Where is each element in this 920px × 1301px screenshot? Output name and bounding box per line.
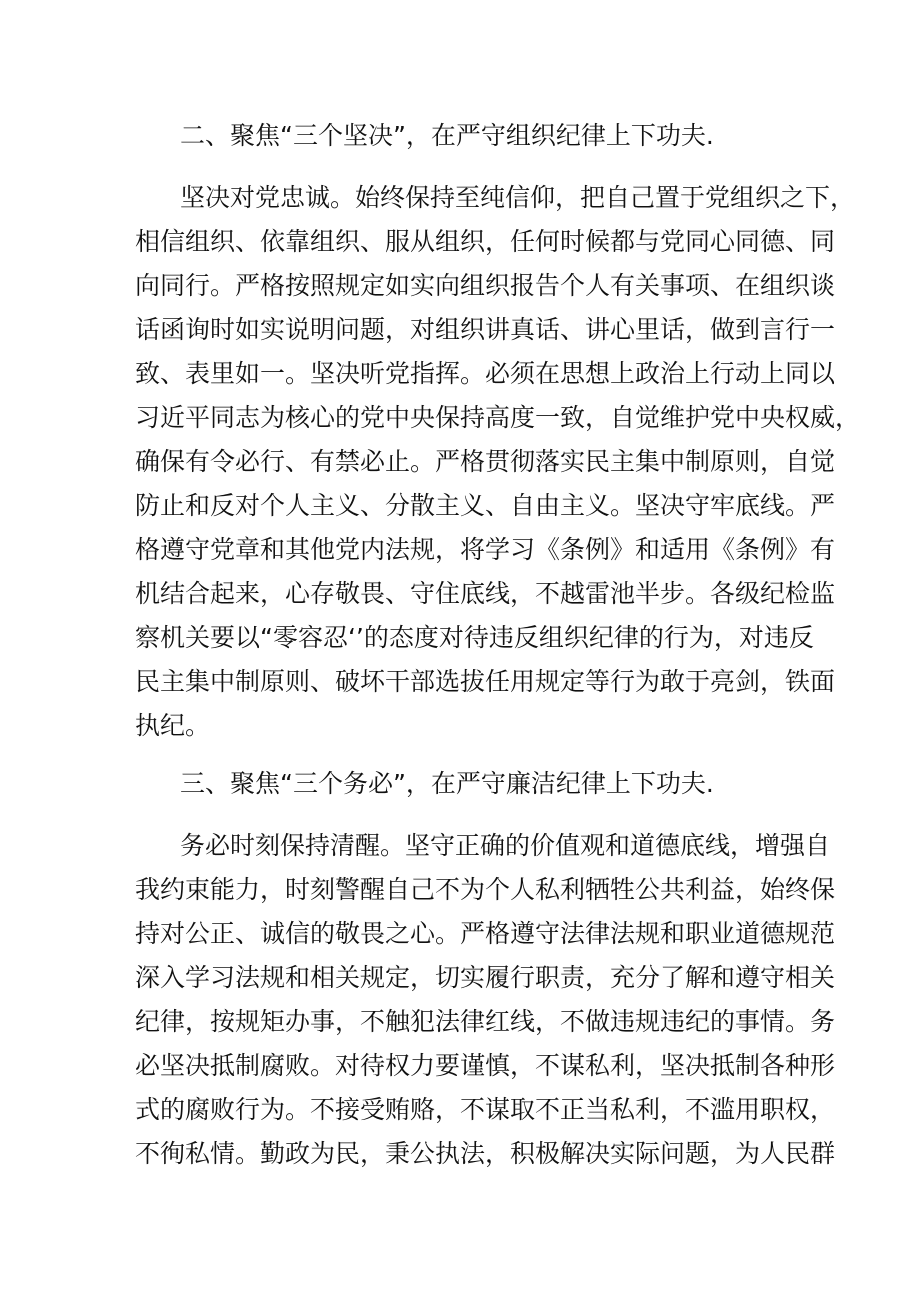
paragraph-1-line: 格遵守党章和其他党内法规，将学习《条例》和适用《条例》有 <box>135 535 836 564</box>
section-heading-3: 三、聚焦“三个务必”，在严守廉洁纪律上下功夫. <box>180 769 714 798</box>
paragraph-2-line: 纪律，按规矩办事，不触犯法律红线，不做违规违纪的事情。务 <box>135 1007 836 1036</box>
paragraph-2-line: 式的腐败行为。不接受贿赂，不谋取不正当私利，不滥用职权， <box>135 1095 836 1124</box>
paragraph-1-line: 习近平同志为核心的党中央保持高度一致，自觉维护党中央权威， <box>135 403 861 432</box>
paragraph-1-line: 向同行。严格按照规定如实向组织报告个人有关事项、在组织谈 <box>135 271 836 300</box>
paragraph-1-line: 话函询时如实说明问题，对组织讲真话、讲心里话，做到言行一 <box>135 315 836 344</box>
paragraph-2-line: 深入学习法规和相关规定，切实履行职责，充分了解和遵守相关 <box>135 963 836 992</box>
paragraph-1-line: 民主集中制原则、破坏干部选拔任用规定等行为敢于亮剑，铁面 <box>135 667 836 696</box>
section-heading-2: 二、聚焦“三个坚决”，在严守组织纪律上下功夫. <box>180 121 714 150</box>
paragraph-2-line: 不徇私情。勤政为民，秉公执法，积极解决实际问题，为人民群 <box>135 1139 836 1168</box>
paragraph-2-line: 务必时刻保持清醒。坚守正确的价值观和道德底线，增强自 <box>180 831 831 860</box>
paragraph-1-line: 执纪。 <box>135 711 211 740</box>
paragraph-1-line: 防止和反对个人主义、分散主义、自由主义。坚决守牢底线。严 <box>135 491 836 520</box>
paragraph-1-line: 坚决对党忠诚。始终保持至纯信仰，把自己置于党组织之下， <box>180 183 856 212</box>
paragraph-2-line: 我约束能力，时刻警醒自己不为个人私利牺牲公共利益，始终保 <box>135 875 836 904</box>
paragraph-2-line: 必坚决抵制腐败。对待权力要谨慎，不谋私利，坚决抵制各种形 <box>135 1051 836 1080</box>
paragraph-1-line: 致、表里如一。坚决听党指挥。必须在思想上政治上行动上同以 <box>135 359 836 388</box>
paragraph-1-line: 确保有令必行、有禁必止。严格贯彻落实民主集中制原则，自觉 <box>135 447 836 476</box>
paragraph-2-line: 持对公正、诚信的敬畏之心。严格遵守法律法规和职业道德规范 <box>135 919 836 948</box>
paragraph-1-line: 机结合起来，心存敬畏、守住底线，不越雷池半步。各级纪检监 <box>135 579 836 608</box>
paragraph-1-line: 察机关要以“零容忍‘’的态度对待违反组织纪律的行为，对违反 <box>135 623 814 652</box>
paragraph-1-line: 相信组织、依靠组织、服从组织，任何时候都与党同心同德、同 <box>135 227 836 256</box>
